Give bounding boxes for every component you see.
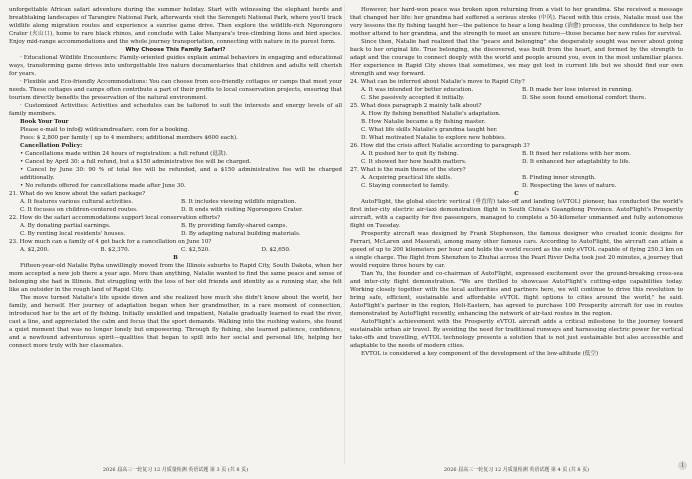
passage-c-paragraph-2: Prosperity aircraft was designed by Frank Stephenson, the famous designer who created iconic designs for Ferrari, McLaren and Maserati, among many other famous cars. According to AutoFlight, the aircraft can attain a speed of up to 200 kilometers per hour and holds the world record as the only eVTOL capable of flying 250.3 km on a single charge. The flight from Shenzhen to Zhuhai across the Pearl River Delta took just 20 minutes, a journey that would require three hours by car.: [350, 231, 683, 269]
passage-b-paragraph-2: The move turned Natalie's life upside down and she realized how much she didn't know about the world, her family, and herself. Her journey of adaptation began when her grandmother, in a rare moment of connection, introduced her to the art of fly fishing. Initially unskilled and impatient, Natalie gradually learned to read the river, cast a line, and appreciated the calm and focus that the sport demands. Walking into the rushing waters, she found a quiet moment that was no longer lonely but empowering. Through fly fishing, she learned patience, confidence, and a newfound adventurous spirit—qualities that began to spill into her social and personal life, helping her connect more truly with her classmates.: [9, 295, 342, 349]
option: C. Staying connected to family.: [361, 183, 449, 189]
option: D. It enhanced her adaptability to life.: [522, 159, 631, 165]
question-23: 23. How much can a family of 4 get back for a cancellation on June 10?: [9, 239, 212, 245]
option: B. It made her lose interest in running.: [522, 87, 633, 93]
question-26-options: [361, 150, 683, 166]
left-page: [9, 6, 342, 458]
option: B. $2,370.: [100, 247, 130, 253]
option: A. Acquiring practical life skills.: [361, 175, 452, 181]
option: C. It showed her how health matters.: [361, 159, 467, 165]
option: A. It features various cultural activities.: [20, 199, 134, 205]
question-21-options: [20, 198, 342, 214]
question-21: 21. What do we know about the safari package?: [9, 191, 146, 197]
option: C. By renting local residents' houses.: [20, 231, 126, 237]
question-24: 24. What can be inferred about Natalie's move to Rapid City?: [350, 79, 525, 85]
option: B. By providing family-shared camps.: [181, 223, 288, 229]
passage-a-intro: unforgettable African safari adventure during the summer holiday. Start with witnessing the elephant herds and breathtaking landscapes of Tarangire National Park, afterwards visit the Serengeti National Park, where you'll track wildlife along migration routes and experience a sunrise game drive. Then explore the wildlife-rich Ngorongoro Crater (火山口), home to rare black rhinos, and conclude with Lake Manyara's tree-climbing lions and bird species. Enjoy mid-range accommodations and the whole journey transportation, connecting with nature in its purest form.: [9, 7, 342, 45]
option: C. What life skills Natalie's grandma taught her.: [361, 127, 498, 133]
section-c-label: C: [514, 191, 519, 197]
question-23-options: [20, 246, 342, 254]
question-25: 25. What does paragraph 2 mainly talk about?: [350, 103, 482, 109]
option: B. How Natalie became a fly fishing master.: [361, 119, 486, 125]
info-circle-icon[interactable]: i: [678, 461, 687, 470]
question-24-options: [361, 86, 683, 102]
question-25-options: [361, 110, 683, 142]
option: A. $2,200.: [20, 247, 49, 253]
option: B. It includes viewing wildlife migration.: [181, 199, 297, 205]
option: A. It was intended for better education.: [361, 87, 474, 93]
cancellation-heading: Cancellation Policy:: [20, 143, 83, 149]
question-22: 22. How do the safari accommodations support local conservation efforts?: [9, 215, 221, 221]
option: D. Respecting the laws of nature.: [522, 183, 617, 189]
option: A. By donating partial earnings.: [20, 223, 111, 229]
option: C. She passively accepted it initially.: [361, 95, 465, 101]
option: D. $2,650.: [261, 247, 291, 253]
fees-line: Fees: $ 2,800 per family ( up to 4 members; additional members $600 each).: [20, 135, 238, 141]
option: B. Finding inner strength.: [522, 175, 596, 181]
option: D. What motivated Natalie to explore new hobbies.: [361, 135, 506, 141]
why-item-1: · Educational Wildlife Encounters: Family-oriented guides explain animal behaviors in engaging and educational ways, transforming game drives into unforgettable live nature documentaries that children and adults will cherish for years.: [9, 55, 342, 77]
passage-c-paragraph-3: Tian Yu, the founder and co-chairman of AutoFlight, expressed excitement over the ground-breaking cross-sea and inter-city flight demonstration. "We are thrilled to showcase AutoFlight's cutting-edge capabilities today. Working closely together with the local authorities and partners here, we will continue to drive this revolution to bring safe, efficient, sustainable and affordable eVTOL flight options to cities around the world," he said. AutoFlight's partner in the region, Heli-Eastern, has agreed to purchase 100 Prosperity aircraft for use in routes demonstrated by AutoFlight recently, enhancing the network of air-taxi routes in the region.: [350, 271, 683, 317]
passage-c-paragraph-4: AutoFlight's achievement with the Prosperity eVTOL aircraft adds a critical milestone to the journey toward sustainable urban air travel. By avoiding the need for traditional runways and harnessing electric power for vertical take-offs and travelling, eVTOL technology presents a solution that is not just sustainable but also accessible and adaptable to the needs of modern cities.: [350, 319, 683, 349]
option: B. It fixed her relations with her mom.: [522, 151, 631, 157]
footer-right: 2026 届高三一轮复习 12 月质量检测 英语试题 第 4 页 (共 8 页): [443, 467, 590, 473]
passage-c-paragraph-1: AutoFlight, the global electric vertical (垂直的) take-off and landing (eVTOL) pioneer, has conducted the world's first inter-city electric air-taxi demonstration flight in South China's Guangdong Province. AutoFlight's Prosperity aircraft, with a capacity for five passengers, managed to complete a 50-kilometer unmanned and fully autonomous flight on Tuesday.: [350, 199, 683, 229]
option: D. By adapting natural building materials.: [181, 231, 301, 237]
cancel-rule-2: • Cancel by April 30: a full refund, but a $150 administrative fee will be charged.: [20, 159, 252, 165]
section-b-label: B: [173, 255, 178, 261]
option: A. How fly fishing benefited Natalie's adaptation.: [361, 111, 501, 117]
right-page: [350, 6, 683, 458]
passage-c-paragraph-5: EVTOL is considered a key component of the development of the low-altitude (低空): [361, 351, 599, 357]
option: C. $2,520.: [181, 247, 210, 253]
cancel-rule-3: • Cancel by June 30: 90 % of total fee will be refunded, and a $150 administrative fee will be charged additionally.: [20, 167, 342, 181]
option: C. It focuses on children-centered routes.: [20, 207, 138, 213]
cancel-rule-1: • Cancellations made within 24 hours of registration: a full refund (退款).: [20, 151, 228, 157]
passage-b-paragraph-3: However, her hard-won peace was broken upon returning from a visit to her grandma. She received a message that changed her life: her grandma had suffered a serious stroke (中风). Faced with this crisis, Natalie must use the very lessons the fly fishing taught her—the patience to hear a long healing (治愈) process, the confidence to help her mother attend to her grandma, and the strength to meet an unsure future—those became her new rules for survival.: [350, 7, 683, 37]
option: A. It pushed her to quit fly fishing.: [361, 151, 459, 157]
footer-left: 2026 届高三一轮复习 12 月质量检测 英语试题 第 3 页 (共 8 页): [102, 467, 249, 473]
question-22-options: [20, 222, 342, 238]
option: D. It ends with visiting Ngorongoro Crater.: [181, 207, 303, 213]
question-27-options: [361, 174, 683, 190]
page-gutter: [344, 4, 345, 464]
option: D. She soon found emotional comfort there.: [522, 95, 647, 101]
book-tour-heading: Book Your Tour: [20, 119, 69, 125]
question-27: 27. What is the main theme of the story?: [350, 167, 466, 173]
booking-email: Please e-mail to info@ wildcamdreafarc. com for a booking.: [20, 127, 190, 133]
why-item-2: · Flexible and Eco-friendly Accommodations: You can choose from eco-friendly cottages or camps that meet your needs. These cottages and camps often contribute a part of their profits to local conservation projects, ensuring that tourism directly benefits the preservation of the natural environment.: [9, 79, 342, 101]
why-choose-heading: Why Choose This Family Safari?: [125, 47, 226, 53]
question-26: 26. How did the crisis affect Natalie according to paragraph 3?: [350, 143, 530, 149]
why-item-3: · Customized Activities: Activities and schedules can be tailored to suit the interests and energy levels of all family members.: [9, 103, 342, 117]
cancel-rule-4: • No refunds offered for cancellations made after June 30.: [20, 183, 186, 189]
passage-b-paragraph-1: Fifteen-year-old Natalie Ryba unwillingly moved from the Illinois suburbs to Rapid City, South Dakota, when her mom accepted a new job there a year ago. More than anything, Natalie wanted to find the same peace and sense of belonging she had in Illinois. But struggling with the loss of her old friends and identity as a running star, she felt like an outsider in the rough land of Rapid City.: [9, 263, 342, 293]
passage-b-paragraph-4: Since then, Natalie had realized that the "peace and belonging" she desperately sought was never about going back to her original life. True belonging, she discovered, was built from the heart, and formed by the strength to adapt and the courage to connect deeply with the world and people around you, even in the most unfamiliar places. Her experience in Rapid City shows that sometimes, we may get lost in current life but we should find our own strength and way forward.: [350, 39, 683, 77]
